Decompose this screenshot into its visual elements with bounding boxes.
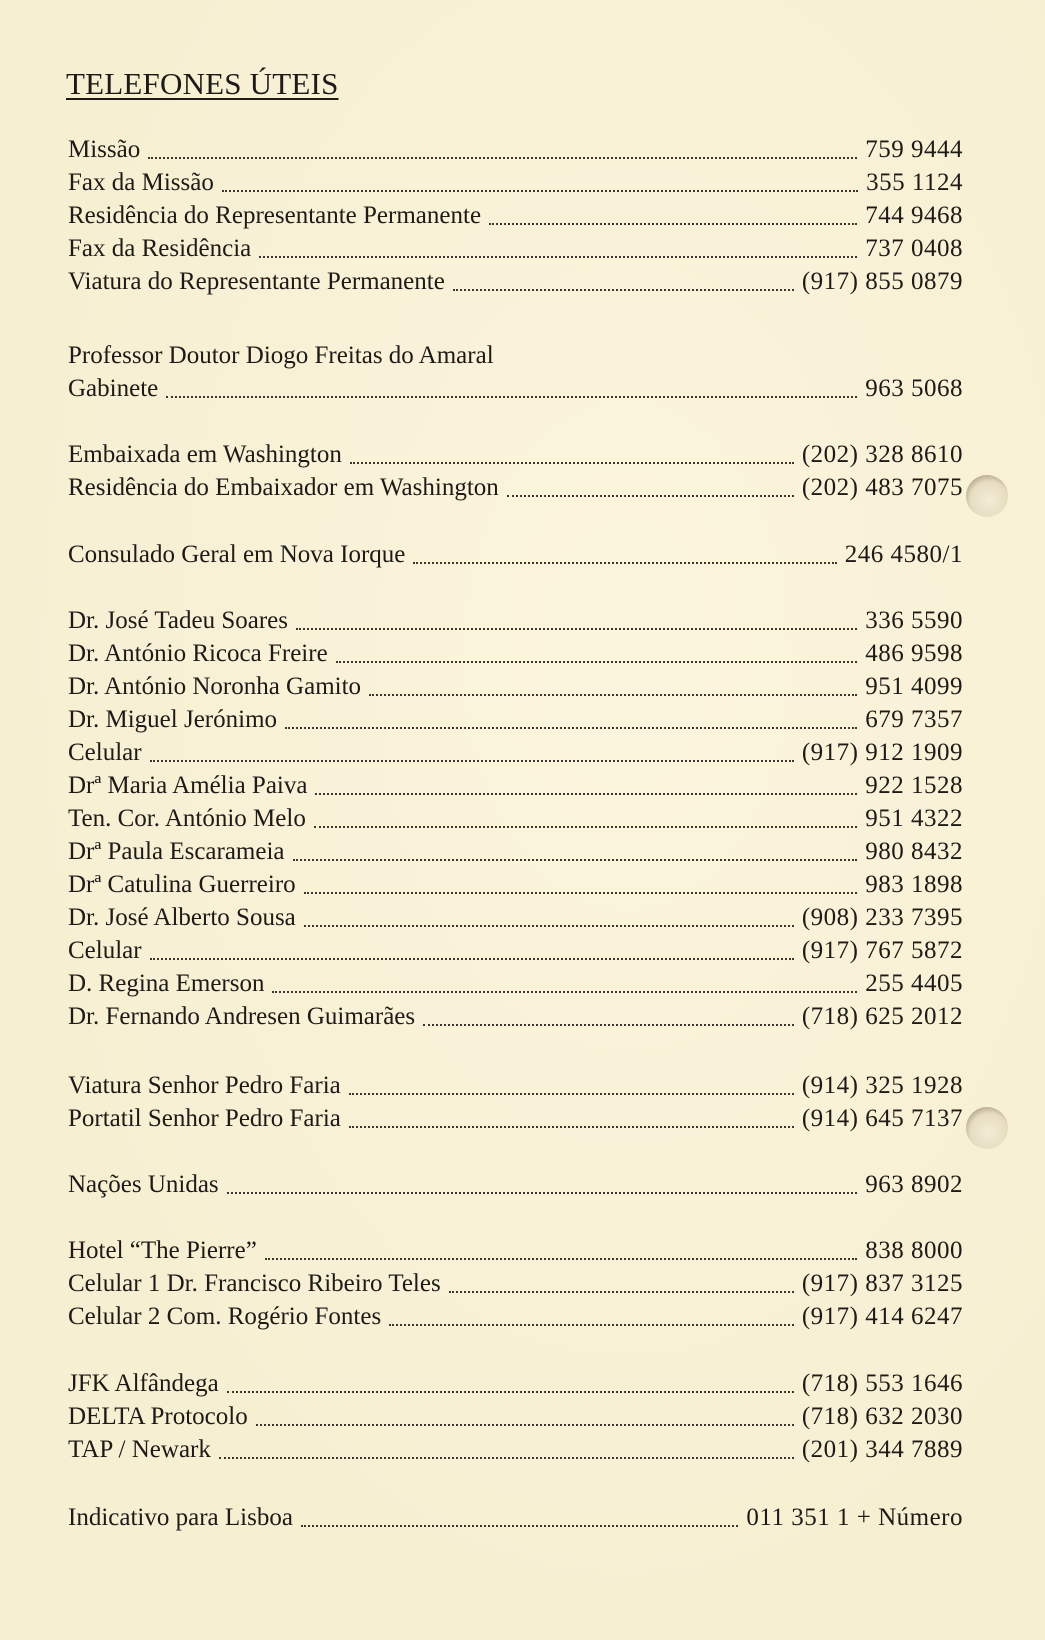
- phone-entry: [68, 1435, 963, 1465]
- entry-number: 336 5590: [865, 607, 963, 634]
- entry-number: 679 7357: [865, 706, 963, 733]
- entry-number: 737 0408: [865, 235, 963, 262]
- phone-entry: [68, 168, 963, 198]
- entry-number: (202) 328 8610: [801, 441, 963, 468]
- entry-label: Indicativo para Lisboa: [68, 1504, 293, 1531]
- entry-number: (917) 837 3125: [801, 1270, 963, 1297]
- phone-entry: [68, 771, 963, 801]
- entry-number: (718) 553 1646: [801, 1370, 963, 1397]
- entry-label: Portatil Senhor Pedro Faria: [68, 1105, 341, 1132]
- entry-number: 838 8000: [865, 1237, 963, 1264]
- entry-number: (202) 483 7075: [801, 474, 963, 501]
- entry-number: 963 8902: [865, 1171, 963, 1198]
- entry-number: (201) 344 7889: [801, 1436, 963, 1463]
- dot-leader: [150, 760, 794, 762]
- phone-entry: [68, 672, 963, 702]
- entry-label: Fax da Missão: [68, 169, 214, 196]
- entry-label: Hotel “The Pierre”: [68, 1237, 257, 1264]
- entry-label: Drª Paula Escarameia: [68, 838, 285, 865]
- page-title: TELEFONES ÚTEIS: [66, 66, 339, 101]
- entry-number: (908) 233 7395: [801, 904, 963, 931]
- entry-number: 951 4322: [865, 805, 963, 832]
- entry-label: Consulado Geral em Nova Iorque: [68, 541, 406, 568]
- entry-label: Missão: [68, 136, 141, 163]
- phone-entry: [68, 936, 963, 966]
- dot-leader: [148, 157, 857, 159]
- phone-entry: [68, 135, 963, 165]
- dot-leader: [413, 562, 836, 564]
- punch-hole-icon: [966, 1107, 1008, 1149]
- dot-leader: [423, 1024, 794, 1026]
- phone-entry: [68, 540, 963, 570]
- entry-number: 980 8432: [865, 838, 963, 865]
- entry-label: Dr. Miguel Jerónimo: [68, 706, 278, 733]
- entry-number: 759 9444: [865, 136, 963, 163]
- dot-leader: [227, 1391, 794, 1393]
- dot-leader: [259, 256, 857, 258]
- dot-leader: [350, 462, 794, 464]
- dot-leader: [314, 826, 857, 828]
- phone-entry: [68, 1402, 963, 1432]
- phone-entry: [68, 267, 963, 297]
- phone-entry: [68, 1369, 963, 1399]
- entry-label: Dr. José Tadeu Soares: [68, 607, 288, 634]
- entry-number: (917) 767 5872: [801, 937, 963, 964]
- entry-number: (917) 855 0879: [801, 268, 963, 295]
- entry-label: Celular: [68, 739, 142, 766]
- dot-leader: [449, 1291, 794, 1293]
- section-heading: Professor Doutor Diogo Freitas do Amaral: [68, 342, 494, 369]
- entry-number: 922 1528: [865, 772, 963, 799]
- phone-entry: [68, 201, 963, 231]
- phone-entry: [68, 639, 963, 669]
- entry-label: Drª Catulina Guerreiro: [68, 871, 296, 898]
- dot-leader: [272, 991, 857, 993]
- dot-leader: [150, 958, 794, 960]
- dot-leader: [256, 1424, 794, 1426]
- entry-number: 011 351 1 + Número: [746, 1504, 963, 1531]
- dot-leader: [507, 495, 794, 497]
- entry-number: 246 4580/1: [844, 541, 963, 568]
- entry-number: (718) 632 2030: [801, 1403, 963, 1430]
- phone-entry: [68, 1104, 963, 1134]
- entry-label: Gabinete: [68, 375, 159, 402]
- dot-leader: [301, 1525, 738, 1527]
- phone-entry: [68, 1236, 963, 1266]
- phone-entry: [68, 969, 963, 999]
- entry-label: Dr. Fernando Andresen Guimarães: [68, 1003, 416, 1030]
- entry-label: Residência do Embaixador em Washington: [68, 474, 499, 501]
- entry-label: Dr. José Alberto Sousa: [68, 904, 296, 931]
- phone-entry: [68, 606, 963, 636]
- dot-leader: [285, 727, 857, 729]
- entry-label: Nações Unidas: [68, 1171, 219, 1198]
- dot-leader: [265, 1258, 857, 1260]
- entry-number: 744 9468: [865, 202, 963, 229]
- phone-entry: [68, 473, 963, 503]
- entry-label: Viatura do Representante Permanente: [68, 268, 445, 295]
- entry-label: Ten. Cor. António Melo: [68, 805, 306, 832]
- phone-entry: [68, 1071, 963, 1101]
- entry-number: 486 9598: [865, 640, 963, 667]
- phone-entry: [68, 1503, 963, 1533]
- phone-entry: [68, 1269, 963, 1299]
- entry-number: 355 1124: [866, 169, 963, 196]
- entry-number: (917) 912 1909: [801, 739, 963, 766]
- entry-label: Dr. António Ricoca Freire: [68, 640, 328, 667]
- entry-label: JFK Alfândega: [68, 1370, 219, 1397]
- entry-number: (917) 414 6247: [801, 1303, 963, 1330]
- dot-leader: [304, 925, 794, 927]
- dot-leader: [219, 1457, 794, 1459]
- entry-label: Viatura Senhor Pedro Faria: [68, 1072, 341, 1099]
- phone-entry: [68, 374, 963, 404]
- entry-label: Embaixada em Washington: [68, 441, 342, 468]
- dot-leader: [227, 1192, 858, 1194]
- entry-label: DELTA Protocolo: [68, 1403, 248, 1430]
- punch-hole-icon: [966, 475, 1008, 517]
- phone-entry: [68, 738, 963, 768]
- entry-label: Celular 1 Dr. Francisco Ribeiro Teles: [68, 1270, 441, 1297]
- phone-entry: [68, 903, 963, 933]
- entry-number: 951 4099: [865, 673, 963, 700]
- dot-leader: [304, 892, 858, 894]
- dot-leader: [389, 1324, 794, 1326]
- phone-entry: [68, 870, 963, 900]
- dot-leader: [453, 289, 794, 291]
- entry-number: 983 1898: [865, 871, 963, 898]
- dot-leader: [349, 1093, 794, 1095]
- dot-leader: [293, 859, 858, 861]
- phone-entry: [68, 705, 963, 735]
- entry-label: D. Regina Emerson: [68, 970, 265, 997]
- dot-leader: [166, 396, 857, 398]
- dot-leader: [222, 190, 858, 192]
- entry-label: Celular: [68, 937, 142, 964]
- phone-entry: [68, 234, 963, 264]
- entry-label: Residência do Representante Permanente: [68, 202, 482, 229]
- entry-label: TAP / Newark: [68, 1436, 211, 1463]
- entry-number: 255 4405: [865, 970, 963, 997]
- entry-label: Fax da Residência: [68, 235, 252, 262]
- entry-label: Celular 2 Com. Rogério Fontes: [68, 1303, 382, 1330]
- entry-number: 963 5068: [865, 375, 963, 402]
- phone-entry: [68, 1302, 963, 1332]
- phone-entry: [68, 1170, 963, 1200]
- entry-number: (914) 325 1928: [801, 1072, 963, 1099]
- entry-label: Dr. António Noronha Gamito: [68, 673, 362, 700]
- dot-leader: [296, 628, 857, 630]
- phone-entry: [68, 1002, 963, 1032]
- phone-entry: [68, 440, 963, 470]
- phone-entry: [68, 837, 963, 867]
- dot-leader: [489, 223, 857, 225]
- dot-leader: [349, 1126, 794, 1128]
- dot-leader: [336, 661, 858, 663]
- entry-number: (718) 625 2012: [801, 1003, 963, 1030]
- entry-number: (914) 645 7137: [801, 1105, 963, 1132]
- dot-leader: [315, 793, 857, 795]
- entry-label: Drª Maria Amélia Paiva: [68, 772, 308, 799]
- dot-leader: [369, 694, 857, 696]
- phone-entry: [68, 804, 963, 834]
